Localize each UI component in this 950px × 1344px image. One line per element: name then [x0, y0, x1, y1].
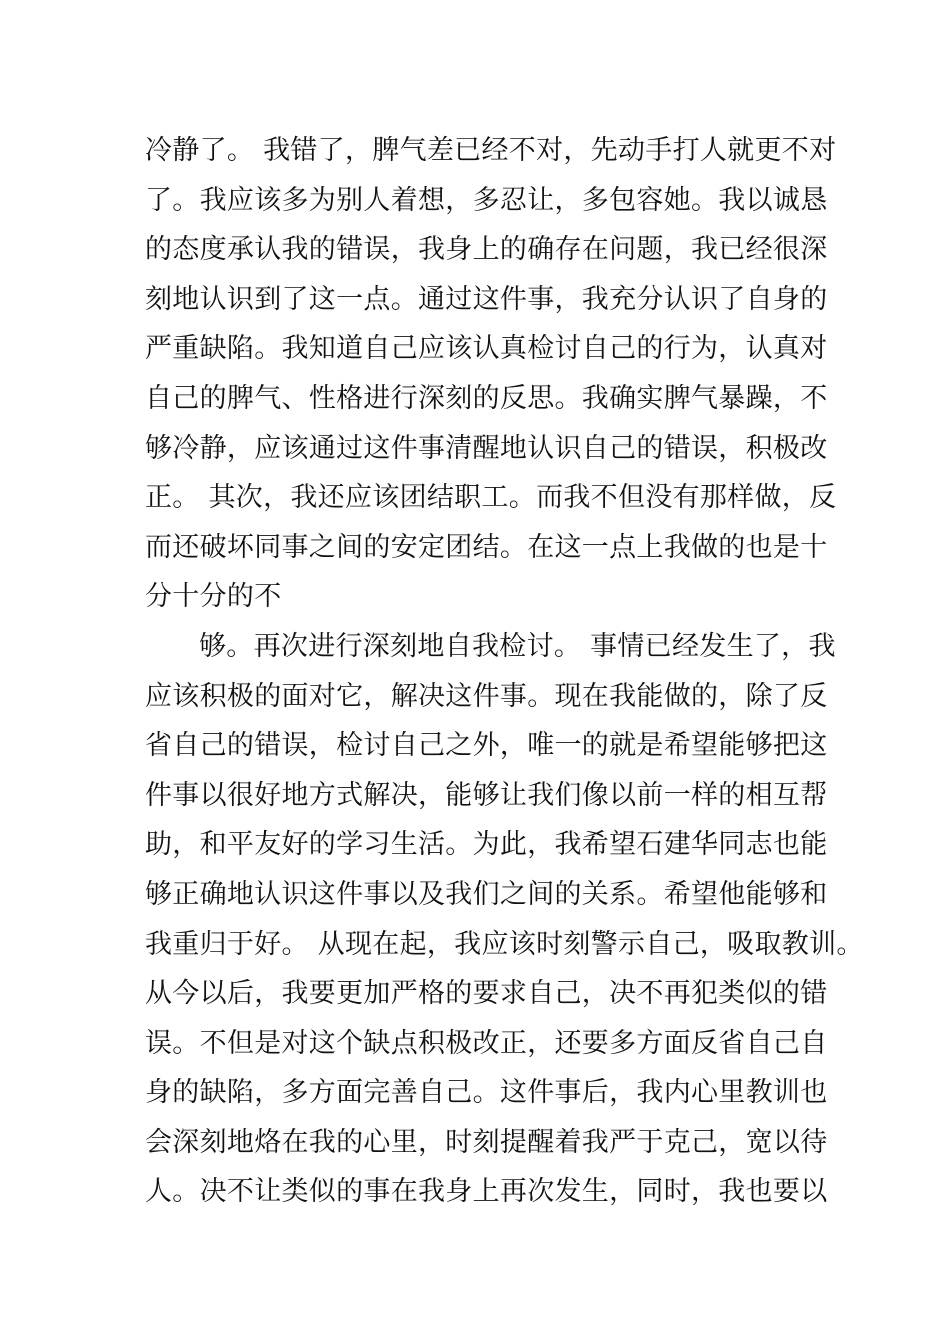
text-line-indented: 够。再次进行深刻地自我检讨。 事情已经发生了，我: [199, 630, 836, 662]
text-line: 够正确地认识这件事以及我们之间的关系。希望他能够和: [145, 878, 828, 910]
text-line: 省自己的错误，检讨自己之外，唯一的就是希望能够把这: [145, 730, 828, 762]
text-line: 自己的脾气、性格进行深刻的反思。我确实脾气暴躁，不: [145, 382, 828, 414]
text-line: 件事以很好地方式解决，能够让我们像以前一样的相互帮: [145, 779, 828, 811]
text-line: 应该积极的面对它，解决这件事。现在我能做的，除了反: [145, 680, 828, 712]
text-line: 了。我应该多为别人着想，多忍让，多包容她。我以诚恳: [145, 184, 828, 216]
text-line: 从今以后，我要更加严格的要求自己，决不再犯类似的错: [145, 978, 828, 1010]
document-body: [145, 126, 865, 1217]
text-line: 而还破坏同事之间的安定团结。在这一点上我做的也是十: [145, 531, 828, 563]
text-line: 分十分的不: [145, 581, 282, 613]
text-line: 正。 其次，我还应该团结职工。而我不但没有那样做，反: [145, 482, 837, 514]
text-line: 我重归于好。 从现在起，我应该时刻警示自己，吸取教训。: [145, 928, 864, 960]
text-line: 会深刻地烙在我的心里，时刻提醒着我严于克己，宽以待: [145, 1126, 828, 1158]
text-line: 够冷静，应该通过这件事清醒地认识自己的错误，积极改: [145, 432, 828, 464]
text-line: 冷静了。 我错了，脾气差已经不对，先动手打人就更不对: [145, 135, 837, 166]
text-line: 严重缺陷。我知道自己应该认真检讨自己的行为，认真对: [145, 333, 828, 365]
text-line: 助，和平友好的学习生活。为此，我希望石建华同志也能: [145, 829, 828, 861]
text-line: 的态度承认我的错误，我身上的确存在问题，我已经很深: [145, 234, 828, 266]
text-line: 刻地认识到了这一点。通过这件事，我充分认识了自身的: [145, 283, 828, 315]
text-line: 误。不但是对这个缺点积极改正，还要多方面反省自己自: [145, 1027, 828, 1059]
text-line: 人。决不让类似的事在我身上再次发生，同时，我也要以: [145, 1176, 828, 1208]
text-line: 身的缺陷，多方面完善自己。这件事后，我内心里教训也: [145, 1077, 828, 1109]
